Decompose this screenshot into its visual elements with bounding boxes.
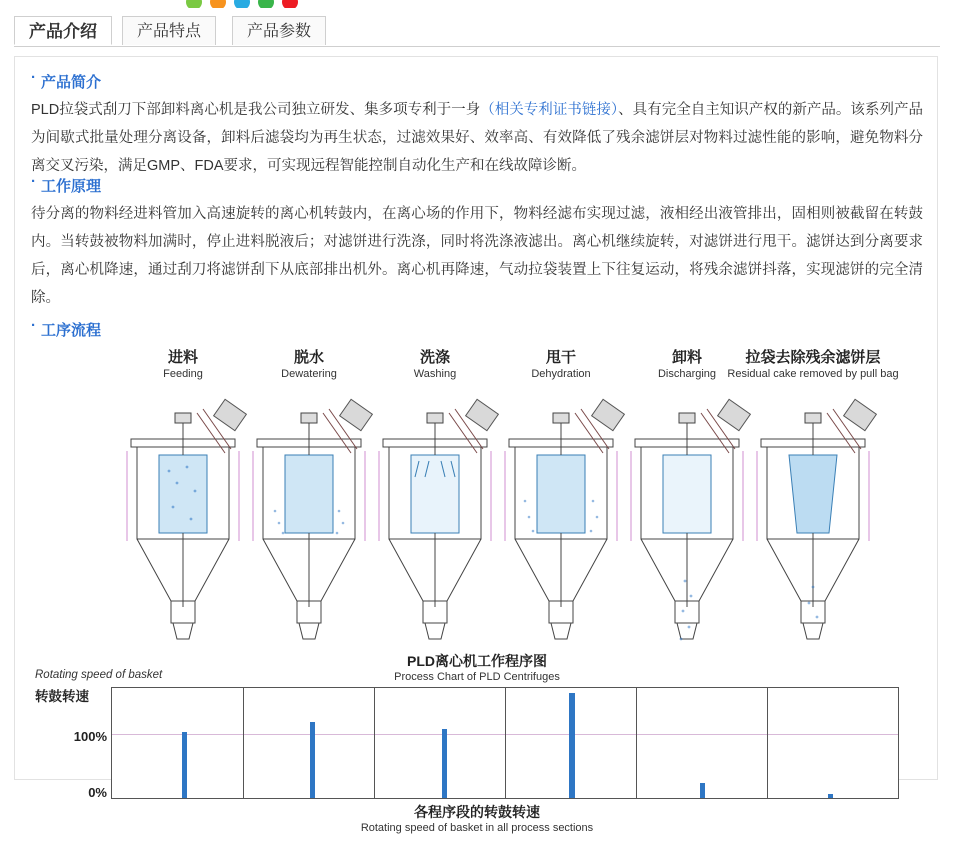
step-cn: 甩干: [545, 349, 576, 366]
machine-diagram-washing: [365, 391, 505, 649]
section-intro: [31, 71, 923, 180]
decorative-dots: [186, 0, 426, 8]
intro-title: · 产品简介: [31, 71, 923, 92]
bar-feeding: [182, 732, 187, 798]
centrifuge-icon: [365, 391, 505, 649]
step-en: Feeding: [163, 368, 203, 380]
patent-certificate-link[interactable]: （相关专利证书链接）: [480, 102, 619, 118]
step-en: Discharging: [657, 368, 717, 380]
section-divider: [243, 688, 244, 798]
step-cn: 洗涤: [419, 349, 450, 366]
step-cn: 进料: [167, 349, 198, 366]
process-step-labels: [31, 349, 923, 389]
principle-paragraph: 待分离的物料经进料管加入高速旋转的离心机转鼓内，在离心场的作用下，物料经滤布实现过滤，液相经出液管排出，固相则被截留在转鼓内。当转鼓被物料加满时，停止进料脱液后；对滤饼进行洗涤，同时将洗涤液滤出。离心机继续旋转，对滤饼进行甩干。滤饼达到分离要求后，离心机降速，通过刮刀将滤饼刮下从底部排出机外。离心机再降速，气动拉袋装置上下往复运动，将残余滤饼抖落，实现滤饼的完全清除。: [31, 206, 923, 306]
machine-diagram-dewatering: [239, 391, 379, 649]
chart-caption-group: [31, 803, 923, 835]
step-en: Residual cake removed by pull bag: [727, 368, 899, 380]
flow-title: · 工序流程: [31, 319, 923, 340]
process-chart: [31, 653, 923, 843]
chart-caption-en: Rotating speed of basket in all process sections: [360, 822, 594, 834]
intro-text-before: PLD拉袋式刮刀下部卸料离心机是我公司独立研发、集多项专利于一身: [31, 102, 481, 118]
step-label-dehydration: [491, 349, 631, 381]
chart-plot-area: [111, 687, 899, 799]
bar-discharging: [700, 783, 705, 798]
step-label-washing: [365, 349, 505, 381]
chart-title-group: [31, 653, 923, 684]
step-en: Washing: [413, 368, 457, 380]
chart-ytick-100: 100%: [73, 729, 107, 744]
machine-diagram-feeding: [113, 391, 253, 649]
step-label-pull-bag: [703, 349, 923, 381]
step-cn: 拉袋去除残余滤饼层: [745, 349, 881, 366]
machine-diagram-dehydration: [491, 391, 631, 649]
bar-dehydration: [569, 693, 575, 798]
tab-product-intro[interactable]: 产品介绍: [14, 16, 112, 45]
step-en: Dewatering: [281, 368, 337, 380]
centrifuge-icon: [743, 391, 883, 649]
centrifuge-icon: [239, 391, 379, 649]
step-cn: 卸料: [671, 349, 702, 366]
section-divider: [636, 688, 637, 798]
chart-caption-cn: 各程序段的转鼓转速: [414, 804, 540, 820]
step-label-dewatering: [239, 349, 379, 381]
step-en: Dehydration: [531, 368, 591, 380]
chart-ylabel-cn: 转鼓转速: [35, 689, 89, 704]
tab-bar: [14, 16, 940, 47]
process-flow-figure: [31, 349, 923, 649]
machine-diagrams: [31, 391, 923, 649]
chart-title-en: Process Chart of PLD Centrifuges: [394, 671, 560, 683]
centrifuge-icon: [617, 391, 757, 649]
step-label-feeding: [113, 349, 253, 381]
bar-dewatering: [310, 722, 315, 798]
section-divider: [767, 688, 768, 798]
step-cn: 脱水: [293, 349, 324, 366]
bar-pull-bag: [828, 794, 833, 798]
intro-paragraph: [31, 96, 923, 180]
chart-ytick-0: 0%: [88, 785, 107, 800]
machine-diagram-discharging: [617, 391, 757, 649]
tab-product-parameters[interactable]: 产品参数: [232, 16, 326, 45]
centrifuge-icon: [113, 391, 253, 649]
chart-ylabel-en: Rotating speed of basket: [35, 669, 163, 681]
section-divider: [505, 688, 506, 798]
section-divider: [374, 688, 375, 798]
bar-washing: [442, 729, 447, 798]
machine-diagram-pull-bag: [743, 391, 883, 649]
content-card: [14, 56, 938, 834]
chart-title-cn: PLD离心机工作程序图: [407, 653, 547, 669]
tab-product-features[interactable]: 产品特点: [122, 16, 216, 45]
section-principle: [31, 175, 923, 312]
section-flow: [31, 319, 923, 340]
principle-title: · 工作原理: [31, 175, 923, 196]
intro-text-after: 、具有完全自主知识产权的新产品。该系列产品为间歇式批量处理分离设备，卸料后滤袋均为再生状态，过滤效果好、效率高、有效降低了残余滤饼层对物料过滤性能的影响，避免物料分离交叉污染，满足GMP、FDA要求，可实现远程智能控制自动化生产和在线故障诊断。: [31, 102, 923, 174]
centrifuge-icon: [491, 391, 631, 649]
